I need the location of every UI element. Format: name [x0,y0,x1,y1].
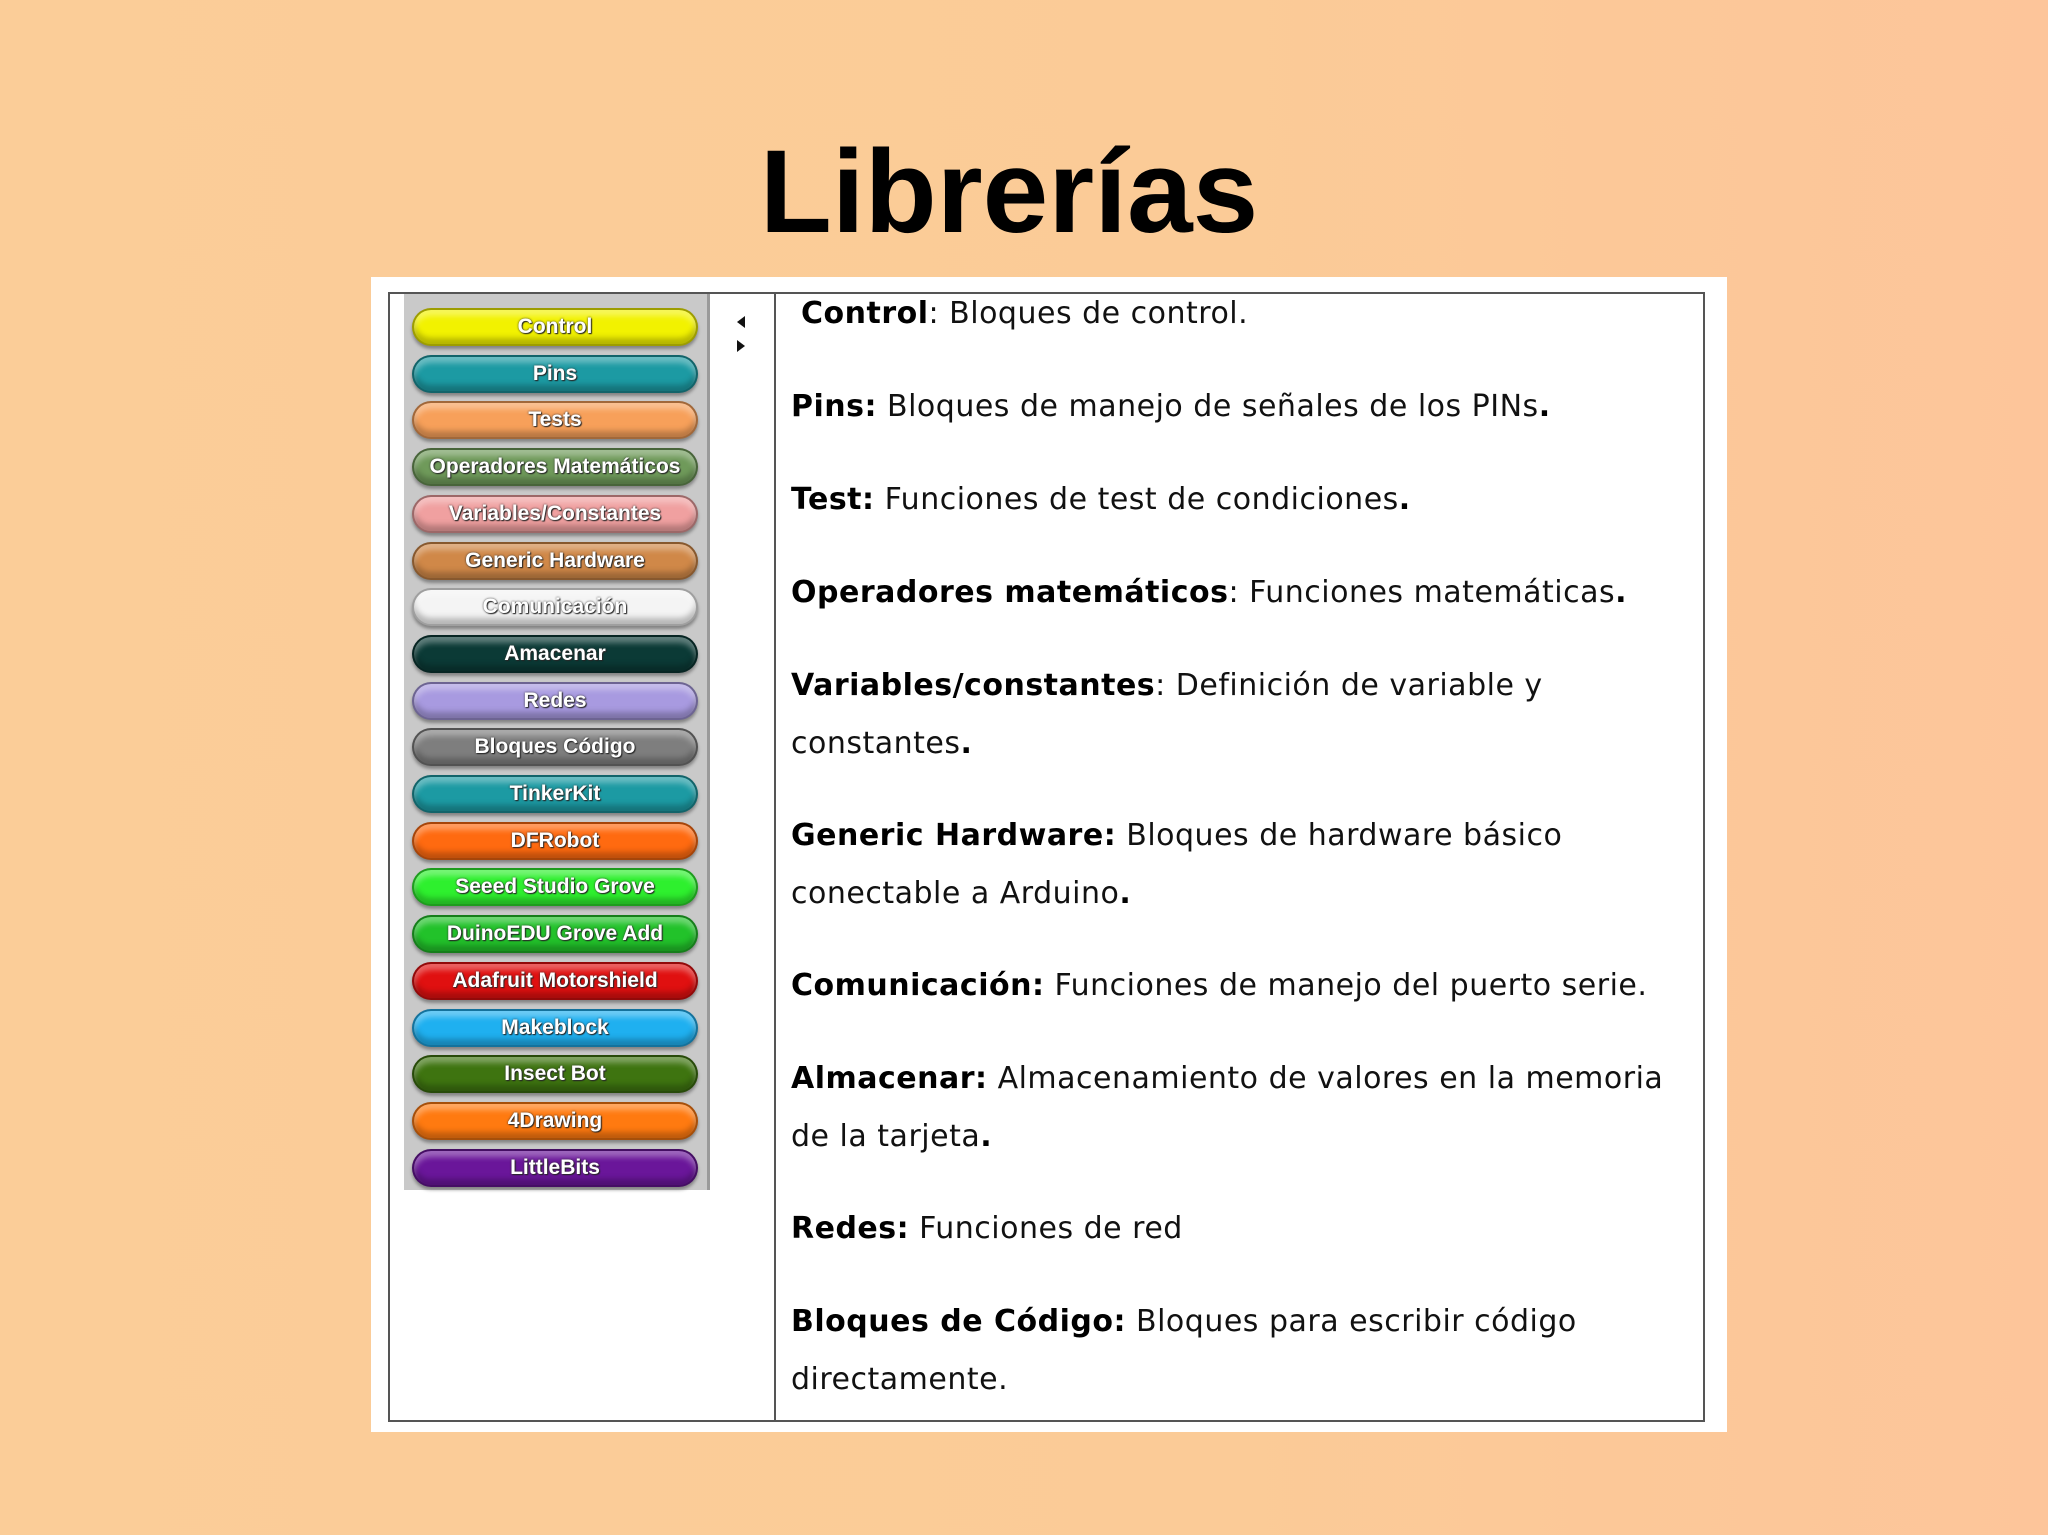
category-button-generic-hardware[interactable]: Generic Hardware [412,542,698,580]
description-end: . [980,1119,993,1154]
description-term: Pins: [791,389,877,424]
description-item [791,378,1701,436]
category-button-makeblock[interactable]: Makeblock [412,1009,698,1047]
description-term: Almacenar: [791,1061,988,1096]
description-term: Operadores matemáticos [791,575,1229,610]
description-item [791,471,1701,529]
category-button-comunicación[interactable]: Comunicación [412,588,698,626]
description-item [791,1050,1701,1166]
scroll-arrows-icon[interactable] [735,312,747,356]
description-term: Redes: [791,1211,910,1246]
category-button-adafruit-motorshield[interactable]: Adafruit Motorshield [412,962,698,1000]
category-button-littlebits[interactable]: LittleBits [412,1149,698,1187]
description-text: Bloques de manejo de señales de los PINs [876,389,1539,424]
category-button-amacenar[interactable]: Amacenar [412,635,698,673]
description-end: . [1119,876,1132,911]
category-button-control[interactable]: Control [412,308,698,346]
description-text: Almacenamiento de valores en la memoria de la tarjeta [791,1061,1664,1154]
category-button-bloques-código[interactable]: Bloques Código [412,728,698,766]
description-text: Bloques de control. [939,296,1249,331]
category-button-4drawing[interactable]: 4Drawing [412,1102,698,1140]
description-text: Funciones de manejo del puerto serie. [1044,968,1648,1003]
description-item [791,657,1701,773]
description-text: Funciones matemáticas [1239,575,1616,610]
category-button-redes[interactable]: Redes [412,682,698,720]
category-button-operadores-matemáticos[interactable]: Operadores Matemáticos [412,448,698,486]
description-term: Generic Hardware: [791,818,1117,853]
description-end: . [1615,575,1628,610]
category-button-pins[interactable]: Pins [412,355,698,393]
description-item [791,957,1701,1015]
description-item [791,1200,1701,1258]
description-item [801,285,1711,343]
category-button-dfrobot[interactable]: DFRobot [412,822,698,860]
category-button-tests[interactable]: Tests [412,401,698,439]
description-item [791,807,1701,923]
description-item [791,564,1701,622]
category-button-seeed-studio-grove[interactable]: Seeed Studio Grove [412,868,698,906]
description-separator: : [1228,575,1240,610]
description-term: Test: [791,482,875,517]
libraries-figure [371,277,1727,1432]
description-term: Comunicación: [791,968,1045,1003]
description-term: Variables/constantes [791,668,1156,703]
category-palette [404,294,710,1190]
description-text: Funciones de test de condiciones [874,482,1399,517]
description-end: . [960,726,973,761]
category-button-variables-constantes[interactable]: Variables/Constantes [412,495,698,533]
column-divider [774,292,776,1422]
description-text: Funciones de red [909,1211,1183,1246]
description-item [791,1293,1701,1409]
slide-title: Librerías [759,126,1259,258]
description-term: Bloques de Código: [791,1304,1126,1339]
description-separator: : [1155,668,1166,703]
description-text: Bloques para escribir código directamente. [791,1304,1577,1397]
description-separator: : [928,296,940,331]
category-button-insect-bot[interactable]: Insect Bot [412,1055,698,1093]
category-button-duinoedu-grove-add[interactable]: DuinoEDU Grove Add [412,915,698,953]
category-button-tinkerkit[interactable]: TinkerKit [412,775,698,813]
description-term: Control [801,296,929,331]
description-text: Definición de variable y constantes [791,668,1543,761]
description-text: Bloques de hardware básico conectable a Arduino [791,818,1563,911]
description-end: . [1398,482,1411,517]
description-end: . [1538,389,1551,424]
